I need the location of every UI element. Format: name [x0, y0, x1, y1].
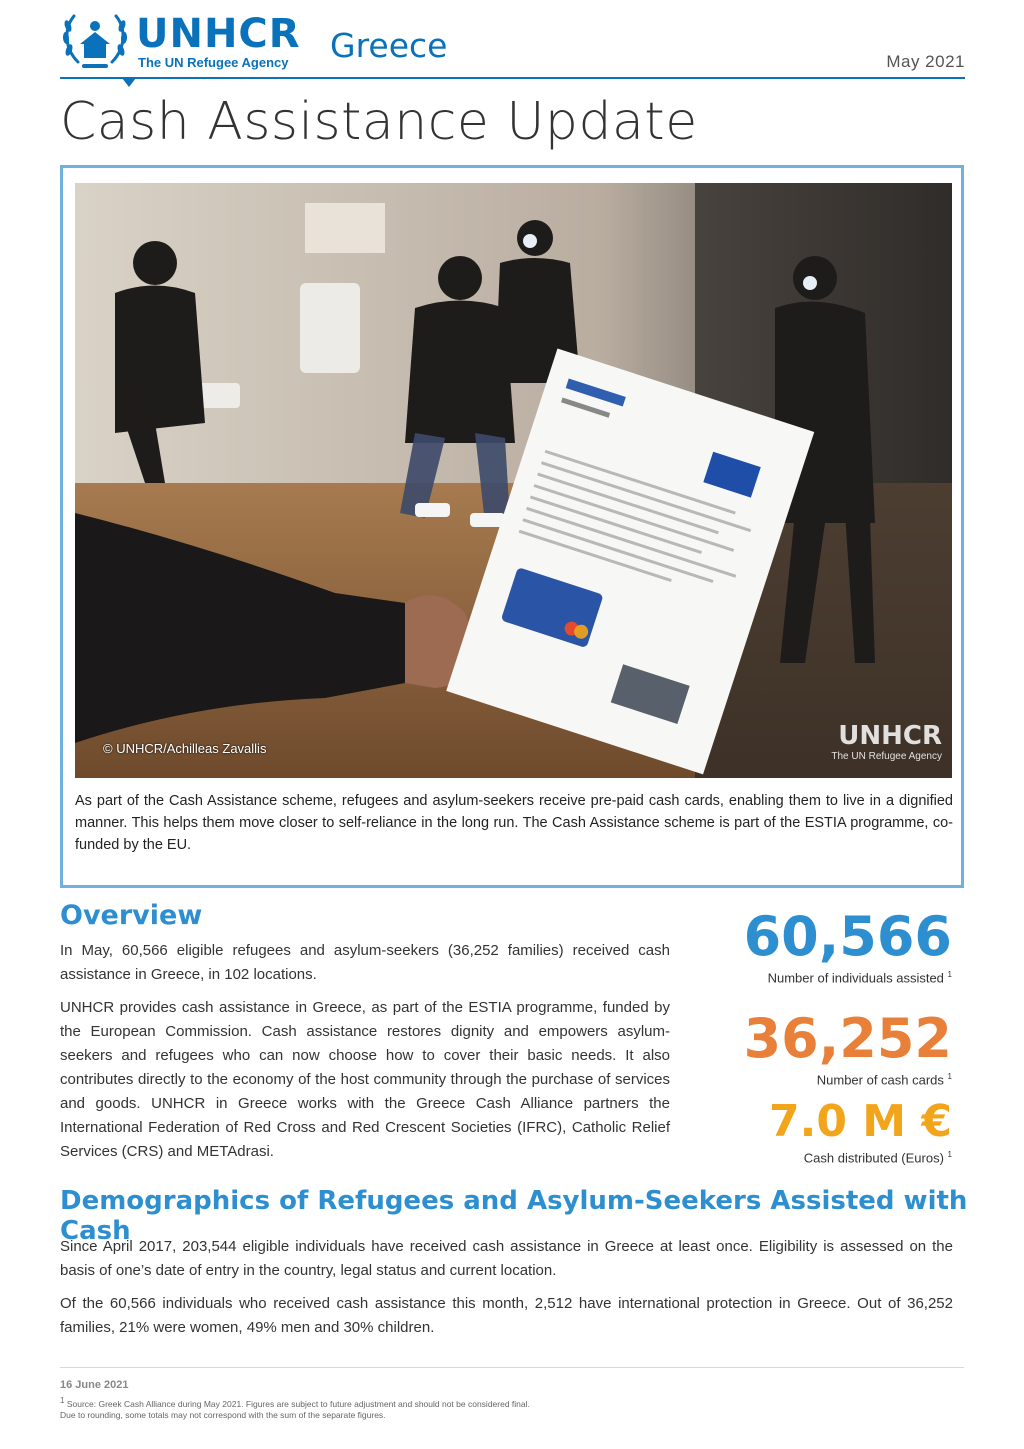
- footer-divider: [60, 1367, 964, 1368]
- org-tagline: The UN Refugee Agency: [138, 55, 289, 70]
- watermark-name: UNHCR: [838, 721, 942, 751]
- header-divider: [60, 77, 965, 79]
- footnote-marker: 1: [947, 970, 952, 979]
- footnote-text: Source: Greek Cash Alliance during May 2021. Figures are subject to future adjustment and should not be considered final.: [66, 1398, 530, 1409]
- stat-value: 7.0 M €: [769, 1096, 952, 1147]
- feature-photo: [75, 183, 952, 778]
- unhcr-emblem-icon: [60, 10, 130, 72]
- overview-paragraph-1: In May, 60,566 eligible refugees and asylum-seekers (36,252 families) received cash assistance in Greece, in 102 locations.: [60, 942, 670, 983]
- footnote-marker: 1: [60, 1396, 65, 1405]
- overview-paragraph-2: UNHCR provides cash assistance in Greece, as part of the ESTIA programme, funded by the European Commission. Cash assistance restores dignity and empowers asylum-seekers and refugees who can now choose how to cover their basic needs. It also contributes directly to the economy of the host community through the purchase of services and goods. UNHCR in Greece works with the Greece Cash Alliance partners the International Federation of Red Cross and Red Crescent Societies (IFRC), Catholic Relief Services (CRS) and METAdrasi.: [60, 999, 670, 1160]
- stat-cash-cards: [743, 1007, 952, 1088]
- watermark-tagline: The UN Refugee Agency: [831, 751, 942, 762]
- country-name: Greece: [330, 26, 448, 65]
- footnote-marker: 1: [947, 1072, 952, 1081]
- stat-individuals: [743, 905, 952, 986]
- stat-value: 36,252: [743, 1007, 952, 1070]
- photo-caption: As part of the Cash Assistance scheme, refugees and asylum-seekers receive pre-paid cash cards, enabling them to live in a dignified manner. This helps them move closer to self-reliance in the long run. The Cash Assistance scheme is part of the ESTIA programme, co-funded by the EU.: [75, 793, 953, 853]
- stat-label: Number of cash cards: [816, 1072, 944, 1088]
- org-name: UNHCR: [136, 11, 301, 57]
- demographics-paragraph-2: Of the 60,566 individuals who received cash assistance this month, 2,512 have international protection in Greece. Out of 36,252 families, 21% were women, 49% men and 30% children.: [60, 1295, 953, 1336]
- photo-watermark: [831, 721, 942, 762]
- cash-card-scene-illustration: [75, 183, 952, 778]
- footnote-rounding: Due to rounding, some totals may not correspond with the sum of the separate figures.: [60, 1410, 386, 1420]
- feature-photo-box: [60, 165, 964, 888]
- stat-label-wrap: [769, 1150, 952, 1165]
- stat-label-wrap: [744, 970, 952, 985]
- page-header: [60, 10, 965, 90]
- demographics-paragraph-1: Since April 2017, 203,544 eligible individuals have received cash assistance in Greece at least once. Eligibility is assessed on the basis of one’s date of entry in the country, legal status and current location.: [60, 1238, 953, 1279]
- photo-credit: © UNHCR/Achilleas Zavallis: [103, 741, 267, 756]
- overview-heading: Overview: [60, 900, 203, 931]
- report-date: May 2021: [886, 52, 965, 71]
- demographics-heading: Demographics of Refugees and Asylum-Seekers Assisted with Cash: [60, 1186, 968, 1246]
- stat-label-wrap: [744, 1072, 952, 1087]
- page-title: Cash Assistance Update: [60, 92, 698, 152]
- unhcr-logo: [60, 10, 301, 72]
- header-notch: [122, 78, 136, 87]
- publication-date: 16 June 2021: [60, 1379, 129, 1391]
- stat-value: 60,566: [743, 905, 952, 968]
- footnote-1: [60, 1396, 530, 1409]
- footnote-marker: 1: [947, 1150, 952, 1159]
- stat-cash-distributed: [769, 1096, 952, 1166]
- stat-label: Cash distributed (Euros): [803, 1150, 944, 1166]
- stat-label: Number of individuals assisted: [767, 970, 944, 986]
